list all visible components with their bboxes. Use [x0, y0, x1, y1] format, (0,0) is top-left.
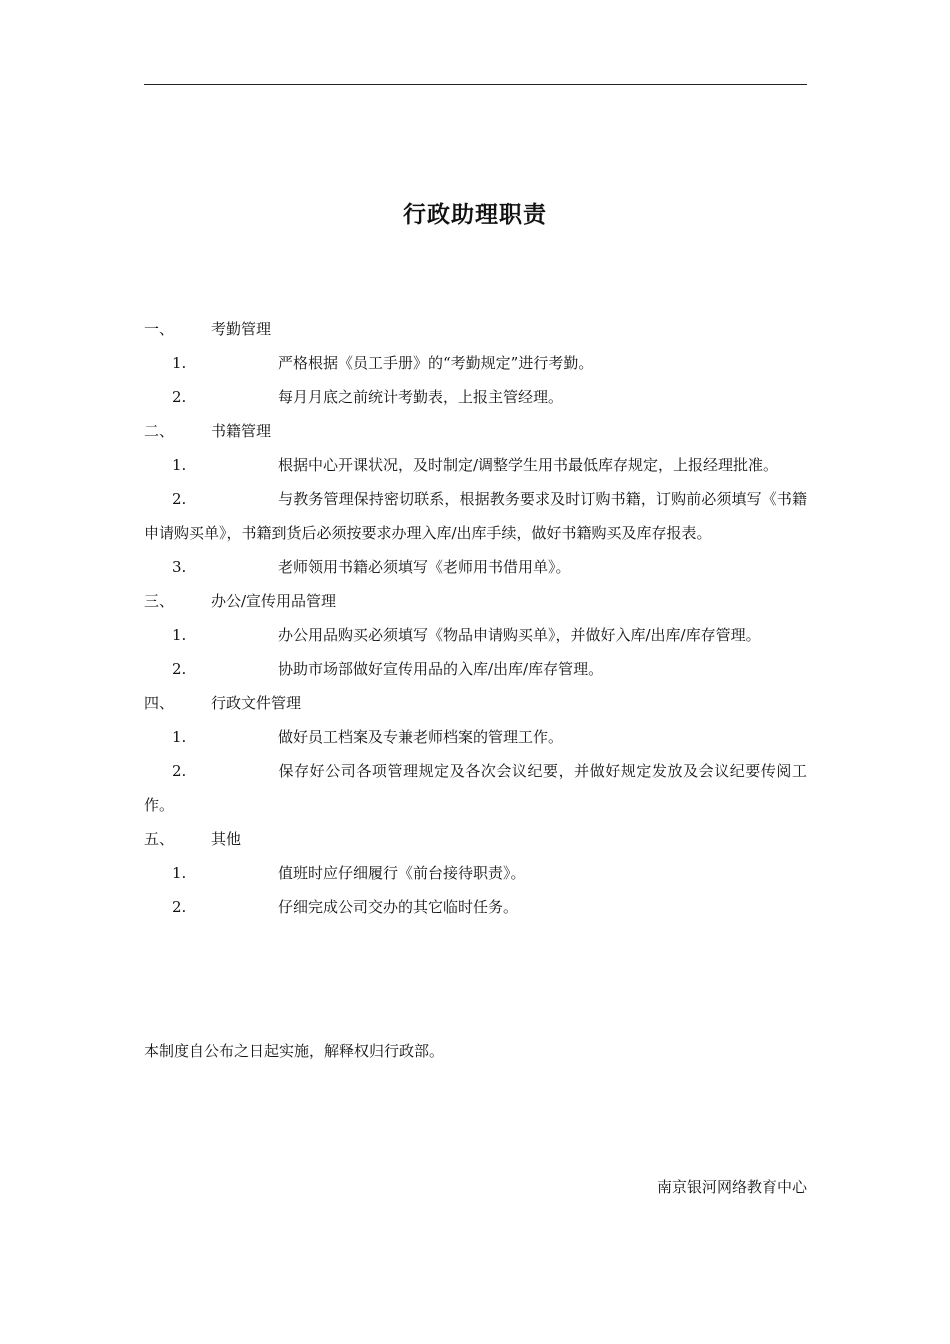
list-item: [144, 482, 807, 550]
item-text: 做好员工档案及专兼老师档案的管理工作。: [278, 728, 564, 746]
list-item: [144, 380, 807, 414]
list-item: [144, 720, 807, 754]
item-number: 2.: [172, 898, 187, 916]
item-text: 严格根据《员工手册》的“考勤规定”进行考勤。: [278, 354, 594, 372]
document-title: 行政助理职责: [403, 202, 547, 228]
section-number: 五、: [144, 830, 175, 848]
section-heading: [144, 312, 807, 346]
section-label: 书籍管理: [211, 422, 272, 440]
list-item: [144, 890, 807, 924]
item-number: 3.: [172, 558, 187, 576]
section-number: 三、: [144, 592, 175, 610]
list-item: [144, 856, 807, 890]
item-number: 1.: [172, 456, 187, 474]
section-heading: [144, 414, 807, 448]
list-item: [144, 652, 807, 686]
list-item: [144, 618, 807, 652]
item-text: 保存好公司各项管理规定及各次会议纪要，并做好规定发放及会议纪要传阅工作。: [144, 762, 807, 814]
list-item: [144, 448, 807, 482]
item-text: 办公用品购买必须填写《物品申请购买单》，并做好入库/出库/库存管理。: [278, 626, 761, 644]
organization-name: 南京银河网络教育中心: [656, 1178, 807, 1196]
item-number: 2.: [172, 388, 187, 406]
list-item: [144, 754, 807, 822]
section-heading: [144, 686, 807, 720]
effective-note: 本制度自公布之日起实施，解释权归行政部。: [144, 1042, 445, 1060]
item-number: 2.: [172, 490, 187, 508]
item-text: 每月月底之前统计考勤表，上报主管经理。: [278, 388, 564, 406]
item-text: 值班时应仔细履行《前台接待职责》。: [278, 864, 526, 882]
item-text: 仔细完成公司交办的其它临时任务。: [278, 898, 519, 916]
item-text: 老师领用书籍必须填写《老师用书借用单》。: [278, 558, 571, 576]
item-text: 根据中心开课状况，及时制定/调整学生用书最低库存规定，上报经理批准。: [278, 456, 779, 474]
section-label: 办公/宣传用品管理: [211, 592, 337, 610]
section-heading: [144, 822, 807, 856]
list-item: [144, 346, 807, 380]
section-label: 行政文件管理: [211, 694, 302, 712]
item-text: 协助市场部做好宣传用品的入库/出库/库存管理。: [278, 660, 604, 678]
item-number: 2.: [172, 660, 187, 678]
item-text: 与教务管理保持密切联系，根据教务要求及时订购书籍，订购前必须填写《书籍申请购买单》，书籍到货后必须按要求办理入库/出库手续，做好书籍购买及库存报表。: [144, 490, 807, 542]
section-label: 其他: [211, 830, 242, 848]
section-heading: [144, 584, 807, 618]
item-number: 1.: [172, 626, 187, 644]
item-number: 1.: [172, 354, 187, 372]
item-number: 2.: [172, 762, 187, 780]
section-number: 四、: [144, 694, 175, 712]
section-number: 一、: [144, 320, 175, 338]
document-body: [144, 312, 807, 924]
section-label: 考勤管理: [211, 320, 272, 338]
list-item: [144, 550, 807, 584]
header-rule: [144, 84, 807, 85]
section-number: 二、: [144, 422, 175, 440]
item-number: 1.: [172, 864, 187, 882]
item-number: 1.: [172, 728, 187, 746]
